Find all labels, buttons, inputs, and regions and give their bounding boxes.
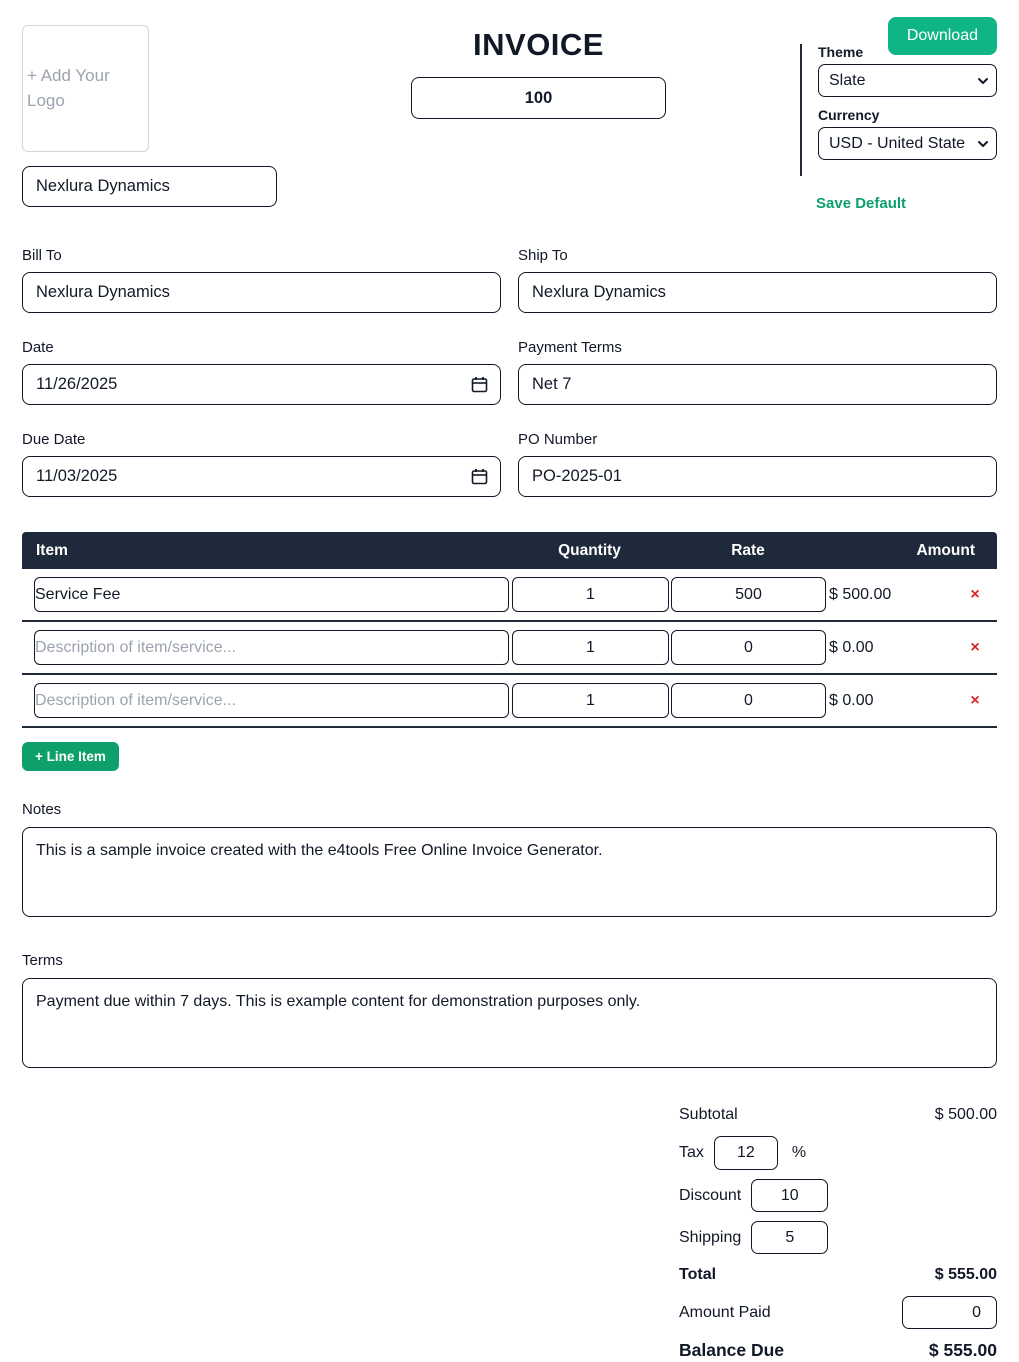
amount-column-header: Amount [916,541,975,559]
quantity-input[interactable] [512,630,669,665]
shipping-input[interactable] [751,1221,828,1254]
bill-to-label: Bill To [22,247,62,264]
due-date-input[interactable] [22,456,501,497]
terms-label: Terms [22,952,63,969]
discount-row [679,1179,997,1212]
notes-label: Notes [22,801,62,818]
total-value: $ 555.00 [934,1266,997,1283]
totals-summary [679,1103,997,1362]
discount-input[interactable] [751,1179,828,1212]
line-item-row [22,569,997,622]
balance-due-value: $ 555.00 [928,1339,997,1360]
po-number-input[interactable] [518,456,997,497]
quantity-input[interactable] [512,683,669,718]
theme-select-wrap [818,64,997,97]
add-logo-dropzone[interactable] [22,25,149,152]
page-title: INVOICE [473,27,604,62]
company-name-input[interactable] [22,166,277,207]
date-input[interactable] [22,364,501,405]
amount-paid-row [679,1296,997,1329]
settings-panel [800,17,997,213]
header-left [22,17,277,213]
amount-value: $ 0.00 [829,691,874,709]
tax-row [679,1136,997,1170]
theme-select[interactable] [818,64,997,97]
invoice-fields [22,247,997,523]
delete-row-icon[interactable]: × [970,691,980,709]
amount-value: $ 500.00 [829,585,892,603]
tax-label: Tax [679,1144,704,1161]
rate-input[interactable] [671,577,826,612]
terms-section [22,952,997,1073]
download-button[interactable]: Download [888,17,997,55]
payment-terms-label: Payment Terms [518,339,622,356]
calendar-icon[interactable] [471,468,488,490]
shipping-row [679,1221,997,1254]
tax-percent-suffix: % [791,1144,807,1161]
bill-to-field [22,247,501,313]
add-line-item-button[interactable]: + Line Item [22,742,119,771]
rate-input[interactable] [671,683,826,718]
subtotal-row [679,1103,997,1127]
currency-select-wrap [818,127,997,160]
terms-textarea[interactable] [22,978,997,1068]
payment-terms-input[interactable] [518,364,997,405]
save-default-link[interactable]: Save Default [816,195,907,212]
po-number-label: PO Number [518,431,598,448]
item-description-input[interactable] [34,630,509,665]
currency-select[interactable] [818,127,997,160]
quantity-input[interactable] [512,577,669,612]
date-field [22,339,501,405]
ship-to-input[interactable] [518,272,997,313]
delete-row-icon[interactable]: × [970,638,980,656]
rate-input[interactable] [671,630,826,665]
invoice-number-input[interactable] [411,77,666,119]
notes-textarea[interactable] [22,827,997,917]
amount-paid-input[interactable] [902,1296,997,1329]
delete-row-icon[interactable]: × [970,585,980,603]
invoice-header [22,17,997,213]
add-logo-label: + Add Your Logo [27,65,110,110]
line-item-row [22,622,997,675]
ship-to-label: Ship To [518,247,568,264]
due-date-field [22,431,501,497]
subtotal-value: $ 500.00 [934,1106,997,1123]
rate-column-header: Rate [731,541,765,559]
amount-value: $ 0.00 [829,638,874,656]
bill-to-input[interactable] [22,272,501,313]
calendar-icon[interactable] [471,376,488,398]
item-column-header: Item [36,541,68,559]
item-description-input[interactable] [34,577,509,612]
quantity-column-header: Quantity [558,541,621,559]
total-row [679,1263,997,1287]
theme-currency-panel [800,44,997,176]
item-description-input[interactable] [34,683,509,718]
total-label: Total [679,1266,717,1283]
line-items-table [22,532,997,771]
header-center [277,17,800,213]
shipping-label: Shipping [679,1228,742,1246]
currency-label: Currency [818,107,880,123]
date-label: Date [22,339,54,356]
po-number-field [518,431,997,497]
line-item-row [22,675,997,728]
payment-terms-field [518,339,997,405]
theme-label: Theme [818,44,864,60]
tax-input[interactable] [714,1136,778,1170]
discount-label: Discount [679,1186,742,1204]
notes-section [22,801,997,922]
amount-paid-label: Amount Paid [679,1303,771,1321]
balance-due-label: Balance Due [679,1339,785,1360]
items-table-header [22,532,997,569]
balance-due-row [679,1338,997,1362]
subtotal-label: Subtotal [679,1106,738,1123]
ship-to-field [518,247,997,313]
due-date-label: Due Date [22,431,86,448]
